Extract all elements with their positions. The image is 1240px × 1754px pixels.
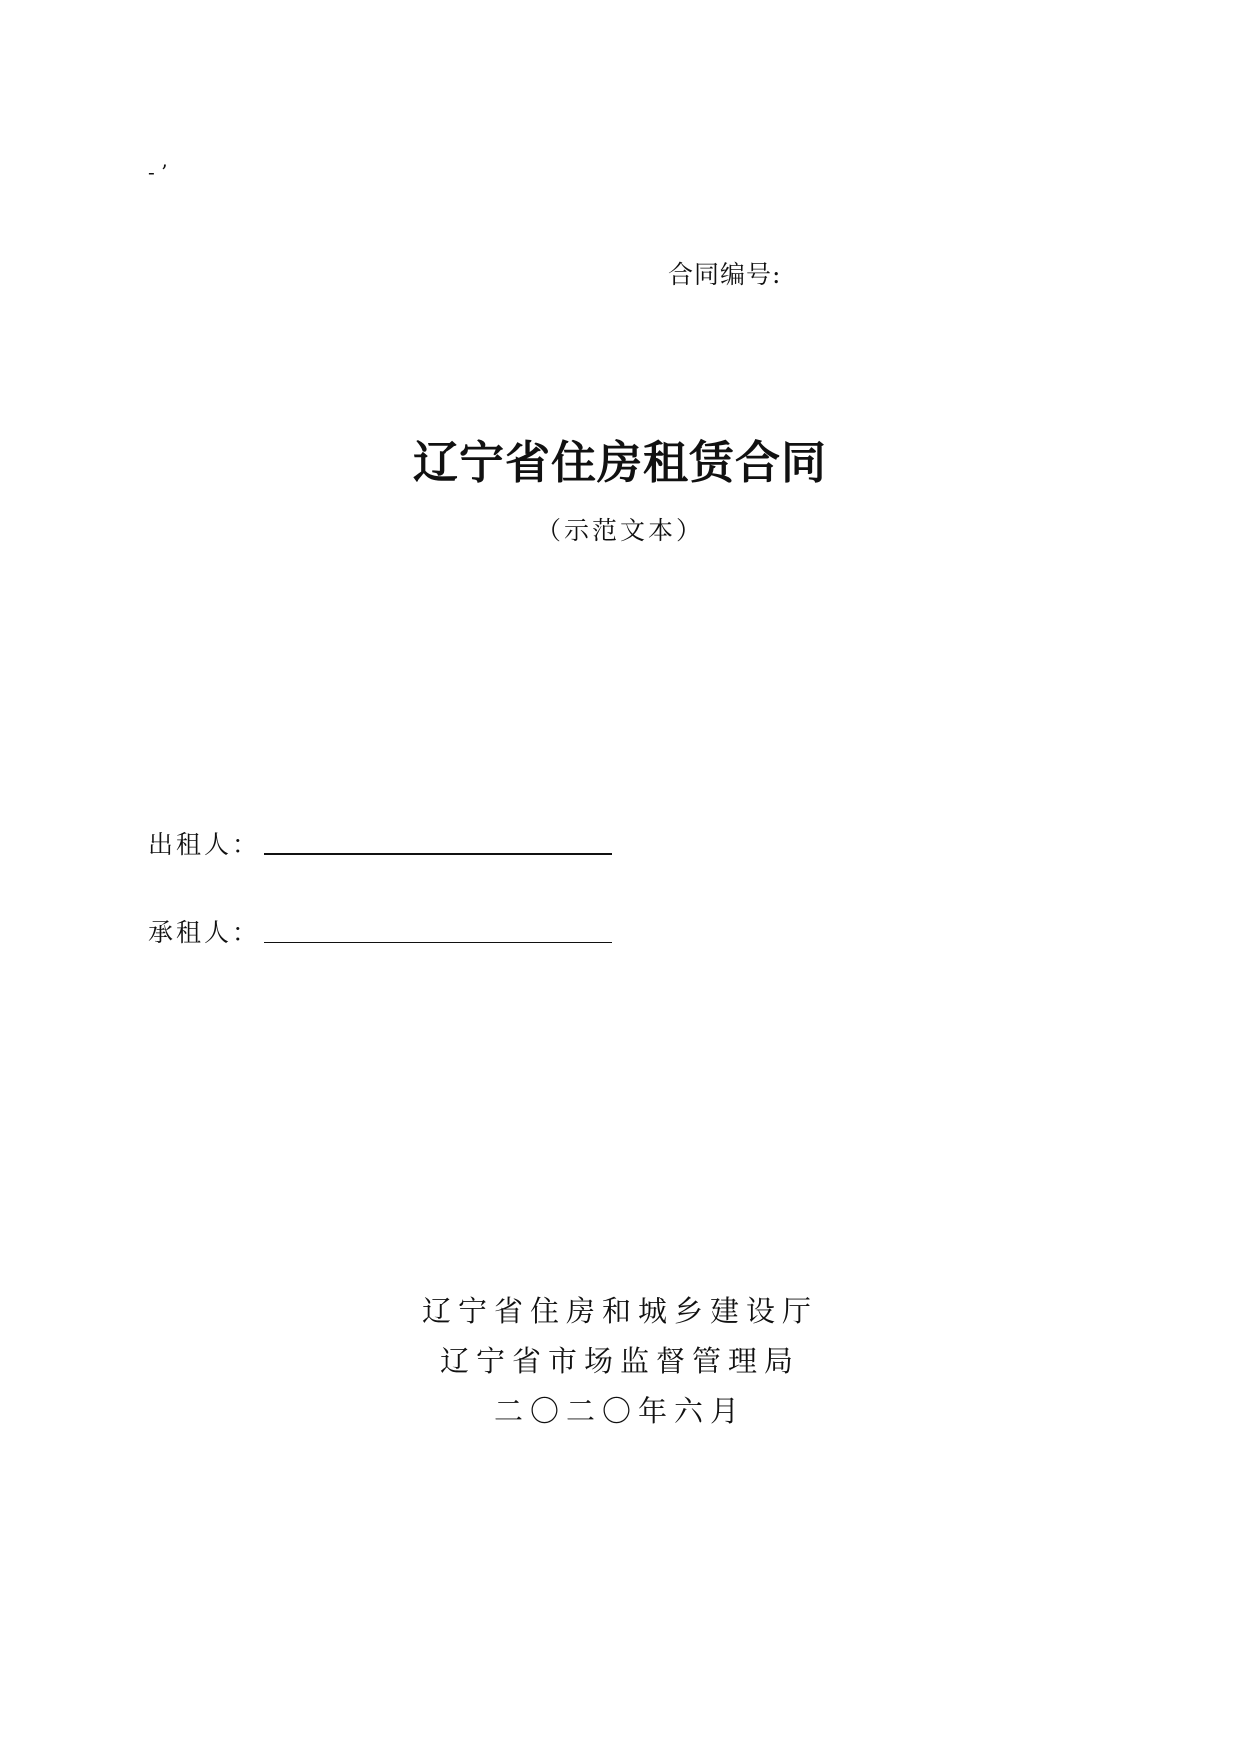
document-title: 辽宁省住房租赁合同: [412, 436, 827, 489]
lessor-row: [148, 830, 612, 860]
issue-date: 二〇二〇年六月: [493, 1394, 746, 1428]
lessee-blank-line: [264, 942, 612, 943]
issuer-block: [0, 1286, 1240, 1436]
corner-mark: - ’: [148, 160, 168, 184]
document-subtitle: （示范文本）: [535, 516, 704, 545]
contract-number-label: 合同编号:: [668, 260, 782, 289]
lessee-row: [148, 918, 612, 948]
issuer-market-regulation-bureau: 辽宁省市场监督管理局: [439, 1344, 800, 1378]
lessor-blank-line: [264, 853, 612, 855]
lessor-label: 出租人：: [148, 830, 261, 859]
issuer-housing-department: 辽宁省住房和城乡建设厅: [421, 1294, 818, 1328]
lessee-label: 承租人：: [148, 918, 261, 947]
